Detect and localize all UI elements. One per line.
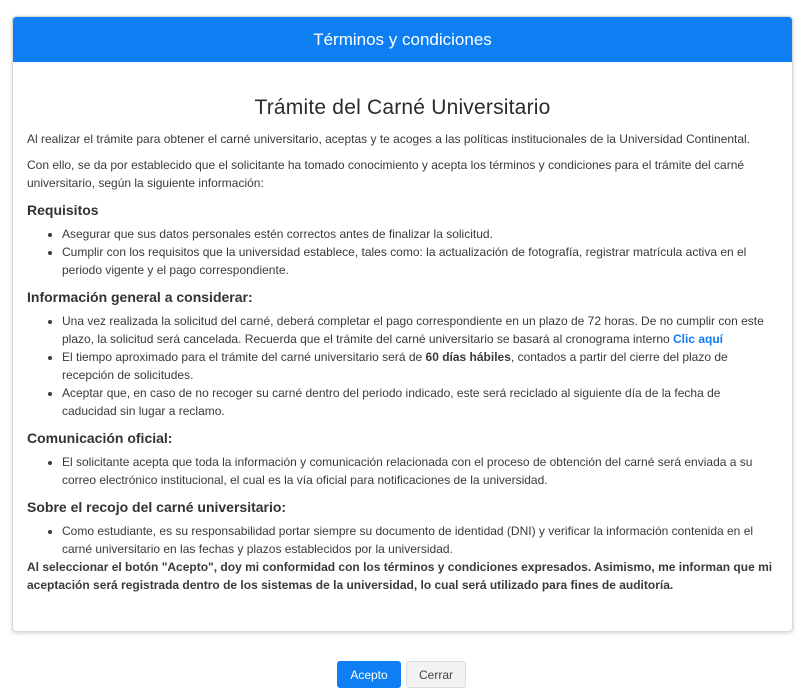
section-heading-comunicacion: Comunicación oficial: — [27, 430, 173, 446]
list-item: • Asegurar que sus datos personales estén correctos antes de finalizar la solicitud. — [62, 225, 778, 243]
list-item: • El solicitante acepta que toda la información y comunicación relacionada con el proceso de obtención del carné será enviada a su correo electrónico institucional, el cual es la vía oficial para notificaciones de la universidad. — [62, 453, 778, 489]
section-heading-informacion: Información general a considerar: — [27, 289, 253, 305]
list-item — [62, 312, 778, 348]
cronograma-link[interactable]: Clic aquí — [673, 332, 724, 346]
list-item-text: Una vez realizada la solicitud del carné, deberá completar el pago correspondiente en un plazo de 72 horas. De no cumplir con este plazo, la solicitud será cancelada. Recuerda que el trámite del carné universitario se basará al cronograma interno — [62, 314, 764, 346]
list-item: • Como estudiante, es su responsabilidad portar siempre su documento de identidad (DNI) y verificar la información contenida en el carné universitario en las fechas y plazos establecidos por la universidad. — [62, 522, 778, 558]
intro-paragraph-1: Al realizar el trámite para obtener el carné universitario, aceptas y te acoges a las políticas institucionales de la Universidad Continental. — [27, 132, 751, 146]
section-heading-requisitos: Requisitos — [27, 202, 99, 218]
modal-header — [13, 17, 792, 62]
accept-button[interactable]: Acepto — [337, 661, 401, 688]
terms-modal — [12, 16, 793, 632]
informacion-list — [27, 312, 778, 420]
requisitos-list — [27, 225, 778, 279]
modal-body — [13, 96, 792, 594]
comunicacion-list — [27, 453, 778, 489]
document-title: Trámite del Carné Universitario — [254, 96, 551, 119]
list-item — [62, 348, 778, 384]
modal-actions — [0, 661, 803, 688]
duration-highlight: 60 días hábiles — [425, 350, 511, 364]
list-item: • Cumplir con los requisitos que la universidad establece, tales como: la actualización de fotografía, registrar matrícula activa en el periodo vigente y el pago correspondiente. — [62, 243, 778, 279]
list-item: • Aceptar que, en caso de no recoger su carné dentro del periodo indicado, este será reciclado al siguiente día de la fecha de caducidad sin lugar a reclamo. — [62, 384, 778, 420]
close-button[interactable]: Cerrar — [406, 661, 466, 688]
list-item-text: El tiempo aproximado para el trámite del carné universitario será de — [62, 350, 426, 364]
modal-title: Términos y condiciones — [313, 29, 492, 49]
section-heading-recojo: Sobre el recojo del carné universitario: — [27, 499, 287, 515]
recojo-list — [27, 522, 778, 558]
final-statement: Al seleccionar el botón "Acepto", doy mi conformidad con los términos y condiciones expresados. Asimismo, me informan que mi aceptación será registrada dentro de los sistemas de la universidad, lo cual será utilizado para fines de auditoría. — [27, 560, 773, 592]
list-item-text: , contados a partir del cierre del plazo de recepción de solicitudes. — [62, 350, 728, 382]
intro-paragraph-2: Con ello, se da por establecido que el solicitante ha tomado conocimiento y acepta los términos y condiciones para el trámite del carné universitario, según la siguiente información: — [27, 158, 745, 190]
